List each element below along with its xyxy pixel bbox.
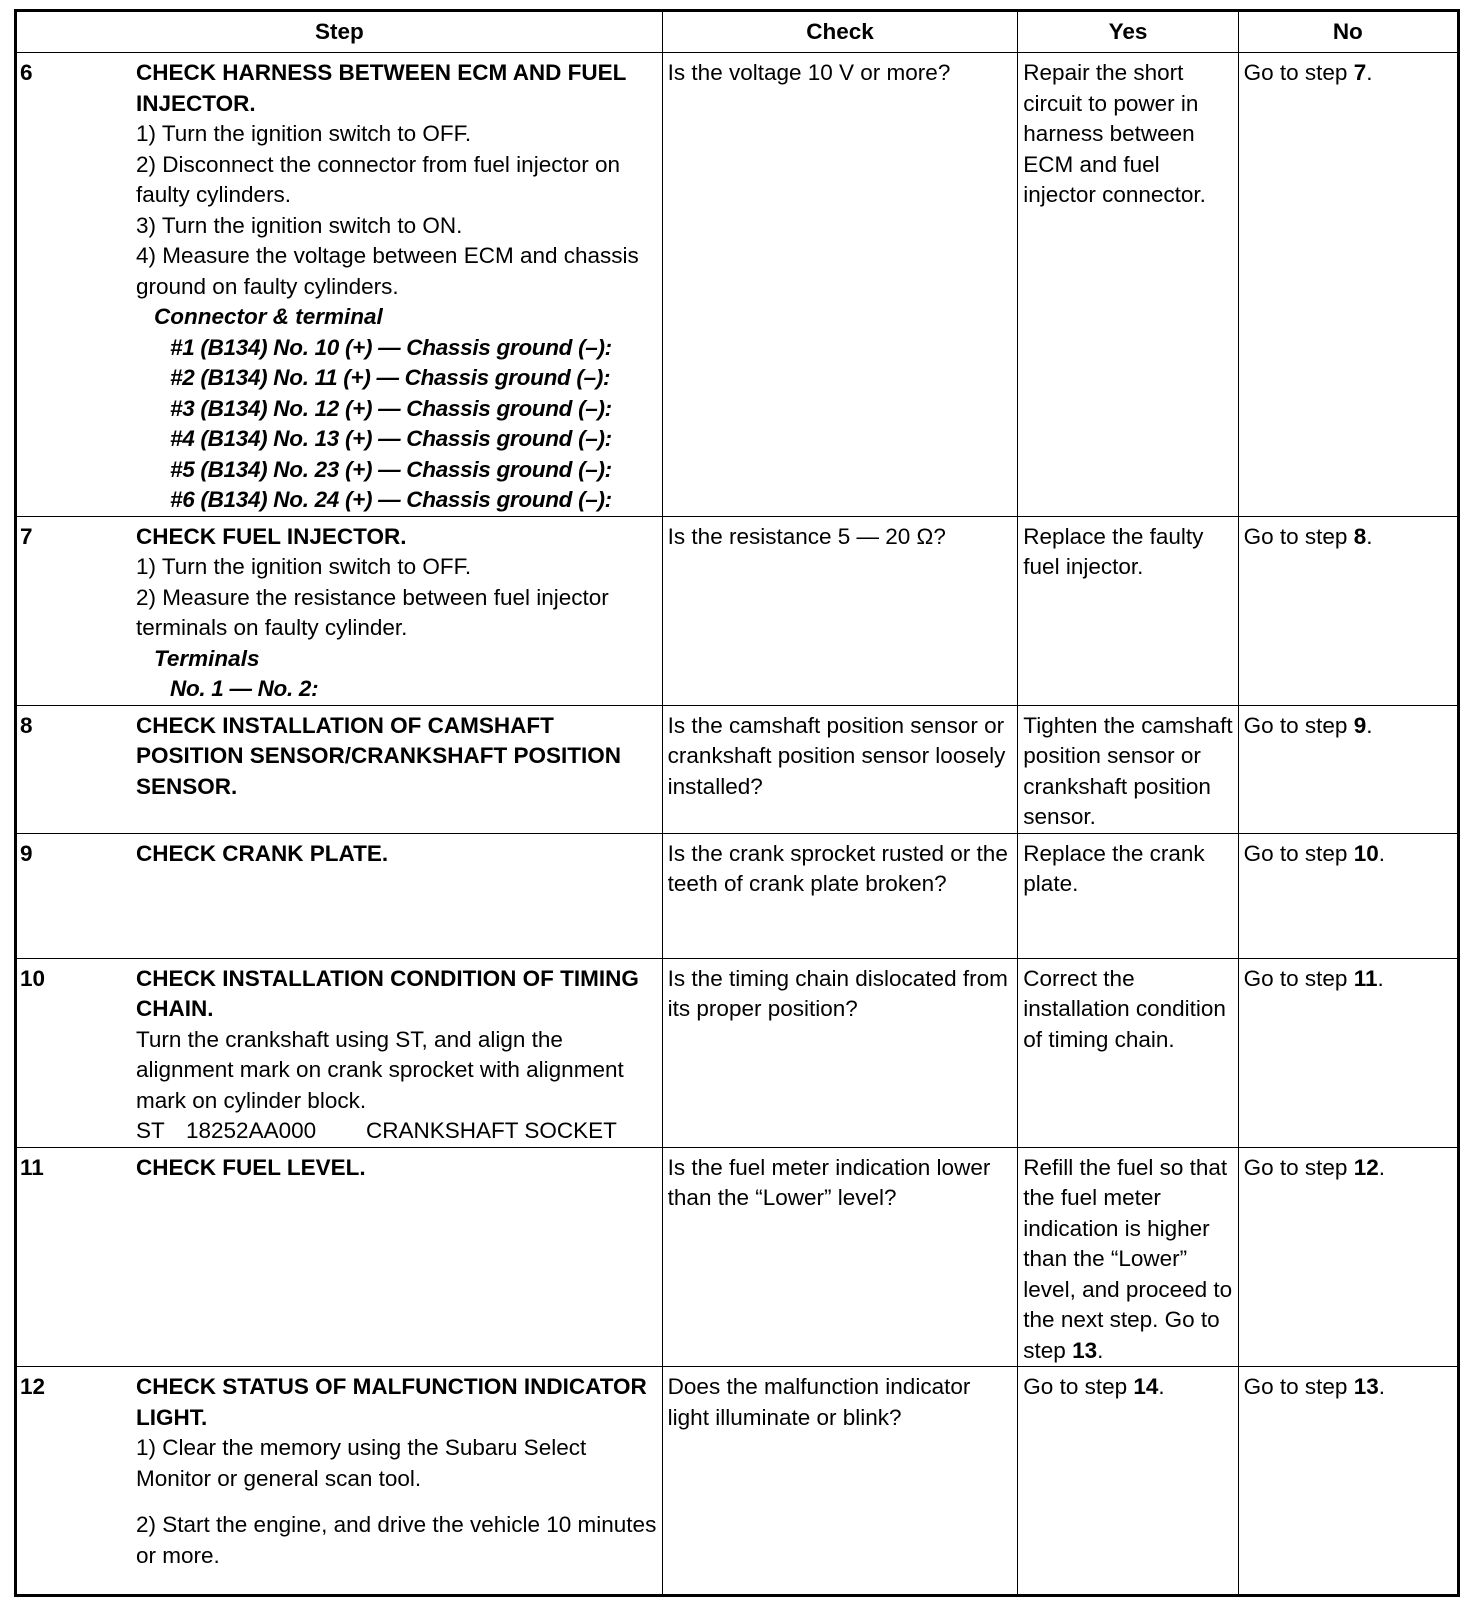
step-title: CHECK FUEL INJECTOR. [136,523,407,549]
no-cell [1238,833,1458,958]
table-row [16,53,1459,517]
step-instruction: 2) Measure the resistance between fuel injector terminals on faulty cylinder. [136,584,609,640]
no-suffix: . [1366,523,1373,549]
no-cell [1238,53,1458,517]
st-label: ST [136,1118,165,1143]
check-cell: Is the fuel meter indication lower than the “Lower” level? [662,1147,1018,1367]
no-text: Go to step [1243,840,1354,866]
step-instruction: 2) Start the engine, and drive the vehicle 10 minutes or more. [136,1512,657,1568]
check-cell: Is the camshaft position sensor or crankshaft position sensor loosely installed? [662,705,1018,833]
no-text: Go to step [1243,965,1354,991]
no-text: Go to step [1243,1154,1354,1180]
no-step-ref: 8 [1353,523,1367,549]
table-row [16,705,1459,833]
step-cell [16,1147,663,1367]
yes-suffix: . [1097,1337,1104,1363]
header-no: No [1238,11,1458,53]
terminal-item: #1 (B134) No. 10 (+) — Chassis ground (–): [170,334,612,360]
step-instruction: 1) Turn the ignition switch to OFF. [136,554,472,579]
no-cell [1238,1367,1458,1596]
no-suffix: . [1378,840,1385,866]
no-step-ref: 10 [1353,840,1379,866]
no-step-ref: 13 [1353,1374,1379,1399]
no-cell [1238,958,1458,1147]
step-title: CHECK HARNESS BETWEEN ECM AND FUEL INJECTOR. [136,60,627,116]
step-content [136,711,657,803]
step-instruction: 1) Clear the memory using the Subaru Select Monitor or general scan tool. [136,1435,587,1491]
no-cell [1238,1147,1458,1367]
no-step-ref: 7 [1353,60,1367,85]
no-suffix: . [1366,60,1373,85]
step-instruction: 1) Turn the ignition switch to OFF. [136,121,472,146]
step-title: CHECK CRANK PLATE. [136,840,389,866]
step-content [136,58,657,516]
yes-cell: Replace the faulty fuel injector. [1018,516,1238,705]
step-title: CHECK INSTALLATION OF CAMSHAFT POSITION SENSOR/CRANKSHAFT POSITION SENSOR. [136,712,622,799]
no-text: Go to step [1243,1374,1354,1399]
check-cell: Is the resistance 5 — 20 Ω? [662,516,1018,705]
check-cell: Is the voltage 10 V or more? [662,53,1018,517]
header-yes: Yes [1018,11,1238,53]
terminal-item: #6 (B134) No. 24 (+) — Chassis ground (–): [170,487,612,512]
step-number: 6 [20,60,33,85]
table-row [16,1367,1459,1596]
diagnostic-table [14,9,1460,1597]
step-content [136,1372,657,1571]
no-cell [1238,516,1458,705]
yes-text: Go to step [1023,1374,1134,1399]
terminal-item: #5 (B134) No. 23 (+) — Chassis ground (–): [170,456,612,482]
yes-suffix: . [1158,1374,1165,1399]
terminal-item: #2 (B134) No. 11 (+) — Chassis ground (–): [170,365,611,390]
yes-cell: Correct the installation condition of timing chain. [1018,958,1238,1147]
step-content [136,1153,657,1184]
no-text: Go to step [1243,60,1354,85]
no-step-ref: 11 [1353,965,1378,991]
sub-heading: Connector & terminal [154,304,383,329]
check-cell: Is the timing chain dislocated from its proper position? [662,958,1018,1147]
no-suffix: . [1377,965,1384,991]
no-cell [1238,705,1458,833]
spacer [136,1494,657,1510]
check-cell: Is the crank sprocket rusted or the teeth of crank plate broken? [662,833,1018,958]
step-number: 11 [20,1154,44,1180]
step-cell [16,1367,663,1596]
header-step: Step [16,11,663,53]
sub-heading: Terminals [154,645,260,671]
terminal-item: #3 (B134) No. 12 (+) — Chassis ground (–): [170,395,612,421]
step-instruction: Turn the crankshaft using ST, and align the alignment mark on crank sprocket with alignment mark on cylinder block. [136,1026,624,1113]
no-step-ref: 9 [1353,712,1367,738]
yes-step-ref: 13 [1072,1337,1098,1363]
yes-text: Refill the fuel so that the fuel meter indication is higher than the “Lower” level, and proceed to the next step. Go to step [1023,1154,1233,1363]
step-title: CHECK FUEL LEVEL. [136,1154,366,1180]
no-suffix: . [1366,712,1373,738]
yes-cell [1018,1367,1238,1596]
special-tool-row [136,1116,657,1147]
header-row [16,11,1459,53]
step-cell [16,516,663,705]
table-row [16,1147,1459,1367]
table-row [16,516,1459,705]
step-number: 12 [20,1374,46,1399]
step-content [136,839,657,870]
check-cell: Does the malfunction indicator light illuminate or blink? [662,1367,1018,1596]
step-number: 9 [20,840,33,866]
step-instruction: 2) Disconnect the connector from fuel injector on faulty cylinders. [136,151,620,207]
terminal-item: #4 (B134) No. 13 (+) — Chassis ground (–): [170,426,612,451]
yes-cell [1018,1147,1238,1367]
yes-step-ref: 14 [1133,1374,1159,1399]
step-cell [16,53,663,517]
step-number: 8 [20,712,33,738]
yes-cell: Replace the crank plate. [1018,833,1238,958]
step-title: CHECK INSTALLATION CONDITION OF TIMING CHAIN. [136,965,639,1021]
no-suffix: . [1378,1374,1385,1399]
step-instruction: 3) Turn the ignition switch to ON. [136,212,463,238]
terminal-item: No. 1 — No. 2: [170,676,319,701]
no-suffix: . [1378,1154,1385,1180]
step-cell [16,958,663,1147]
step-number: 10 [20,965,46,991]
st-part-number: 18252AA000 [186,1118,317,1143]
step-content [136,522,657,705]
step-number: 7 [20,523,33,549]
no-text: Go to step [1243,523,1354,549]
yes-cell: Tighten the camshaft position sensor or crankshaft position sensor. [1018,705,1238,833]
step-cell [16,833,663,958]
step-instruction: 4) Measure the voltage between ECM and chassis ground on faulty cylinders. [136,243,639,299]
yes-cell: Repair the short circuit to power in harness between ECM and fuel injector connector. [1018,53,1238,517]
table-row [16,958,1459,1147]
st-tool-name: CRANKSHAFT SOCKET [366,1118,617,1143]
table-row [16,833,1459,958]
header-check: Check [662,11,1018,53]
no-text: Go to step [1243,712,1354,738]
step-title: CHECK STATUS OF MALFUNCTION INDICATOR LIGHT. [136,1374,647,1430]
no-step-ref: 12 [1353,1154,1379,1180]
step-content [136,964,657,1147]
step-cell [16,705,663,833]
